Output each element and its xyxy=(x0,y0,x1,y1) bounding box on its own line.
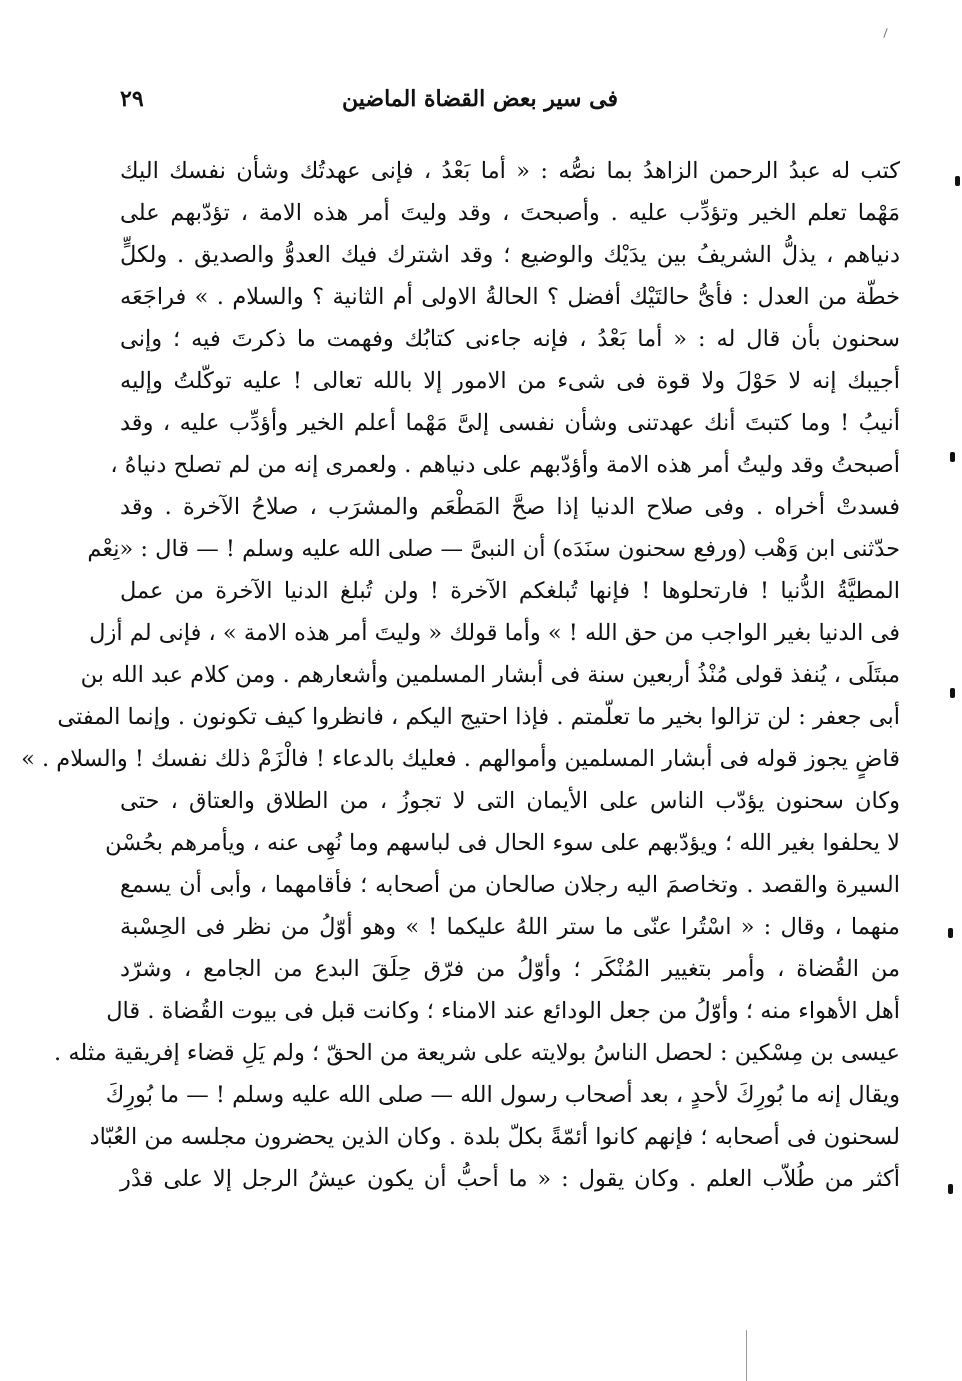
margin-mark xyxy=(948,928,953,938)
scan-edge-line xyxy=(746,1330,747,1381)
text-line: قاضٍ يجوز قوله فى أبشار المسلمين وأموالهم . فعليك بالدعاء ! فالْزَمْ ذلك نفسك ! والسلام . » xyxy=(21,746,900,772)
scan-mark xyxy=(883,28,887,38)
margin-mark xyxy=(948,1184,953,1194)
text-line: السيرة والقصد . وتخاصمَ اليه رجلان صالحان من أصحابه ؛ فأقامهما ، وأبى أن يسمع xyxy=(120,872,900,898)
text-line: لا يحلفوا بغير الله ؛ ويؤدّبهم على سوء الحال فى لباسهم وما نُهِى عنه ، ويأمرهم بحُسْن xyxy=(105,830,900,856)
text-line: أجيبك إنه لا حَوْلَ ولا قوة فى شىء من الامور إلا بالله تعالى ! عليه توكّلتُ وإليه xyxy=(120,368,900,394)
text-line: ويقال إنه ما بُورِكَ لأحدٍ ، بعد أصحاب رسول الله — صلى الله عليه وسلم ! — ما بُورِكَ xyxy=(105,1082,900,1108)
text-line: حدّثنى ابن وَهْب (ورفع سحنون سنَدَه) أن النبىَّ — صلى الله عليه وسلم ! — قال : «نِعْم xyxy=(87,536,900,562)
text-line: المطيَّةُ الدُّنيا ! فارتحلوها ! فإنها تُبلغكم الآخرة ! ولن تُبلغ الدنيا الآخرة من عمل xyxy=(120,578,900,604)
text-line: سحنون بأن قال له : « أما بَعْدُ ، فإنه جاءنى كتابُك وفهمت ما ذكرتَ فيه ؛ وإنى xyxy=(120,326,900,352)
text-line: أهل الأهواء منه ؛ وأوّلُ من جعل الودائع عند الامناء ؛ وكانت قبل فى بيوت القُضاة . قال xyxy=(106,998,900,1024)
text-line: خطّة من العدل : فأىُّ حالتَيْك أفضل ؟ الحالةُ الاولى أم الثانية ؟ والسلام . » فراجَعَه xyxy=(120,284,900,310)
margin-mark xyxy=(950,452,955,462)
text-line: كتب له عبدُ الرحمن الزاهدُ بما نصُّه : « أما بَعْدُ ، فإنى عهدتُك وشأن نفسك اليك xyxy=(120,158,900,184)
body-text xyxy=(21,150,900,1200)
text-line: أبى جعفر : لن تزالوا بخير ما تعلّمتم . فإذا احتيج اليكم ، فانظروا كيف تكونون . وإنما المفتى xyxy=(57,704,900,730)
text-line: أكثر من طُلاّب العلم . وكان يقول : « ما أحبُّ أن يكون عيشُ الرجل إلا على قدْر xyxy=(120,1166,900,1192)
text-line: أنيبُ ! وما كتبتَ أنك عهدتنى وشأن نفسى إلىَّ مَهْما أعلم الخير وأؤدِّب عليه ، وقد xyxy=(120,410,900,436)
margin-mark xyxy=(955,176,960,186)
text-line: لسحنون فى أصحابه ؛ فإنهم كانوا أئمّةً بكلّ بلدة . وكان الذين يحضرون مجلسه من العُبّاد xyxy=(89,1124,900,1150)
text-line: مبتَلَى ، يُنفذ قولى مُنْذُ أربعين سنة فى أبشار المسلمين وأشعارهم . ومن كلام عبد الله بن xyxy=(80,662,900,688)
text-line: عيسى بن مِسْكين : لحصل الناسُ بولايته على شريعة من الحقّ ؛ ولم يَلِ قضاء إفريقية مثله . xyxy=(54,1040,900,1066)
margin-mark xyxy=(950,688,955,698)
text-line: أصبحتُ وقد وليتُ أمر هذه الامة وأؤدّبهم على دنياهم . ولعمرى إنه من لم تصلح دنياهُ ، xyxy=(110,452,900,478)
text-line: منهما ، وقال : « اسْتُرا عنّى ما ستر اللهُ عليكما ! » وهو أوّلُ من نظر فى الحِسْبة xyxy=(120,914,900,940)
text-line: من القُضاة ، وأمر بتغيير المُنْكَر ؛ وأوّلُ من فرّق حِلَقَ البدع من الجامع ، وشرّد xyxy=(120,956,900,982)
text-line: وكان سحنون يؤدّب الناس على الأيمان التى لا تجوزُ ، من الطلاق والعتاق ، حتى xyxy=(120,788,900,814)
text-line: دنياهم ، يذلُّ الشريفُ بين يدَيْك والوضيع ؛ وقد اشترك فيك العدوُّ والصديق . ولكلٍّ xyxy=(120,242,900,268)
running-title: فى سير بعض القضاة الماضين xyxy=(342,86,618,112)
text-line: فى الدنيا بغير الواجب من حق الله ! » وأما قولك « وليتَ أمر هذه الامة » ، فإنى لم أزل xyxy=(89,620,900,646)
text-line: فسدتْ أخراه . وفى صلاح الدنيا إذا صحَّ المَطْعَم والمشرَب ، صلاحُ الآخرة . وقد xyxy=(120,494,900,520)
text-line: مَهْما تعلم الخير وتؤدِّب عليه . وأصبحتَ ، وقد وليتَ أمر هذه الامة ، تؤدّبهم على xyxy=(120,200,900,226)
page-number: ٢٩ xyxy=(120,86,144,112)
page-header xyxy=(120,86,840,126)
